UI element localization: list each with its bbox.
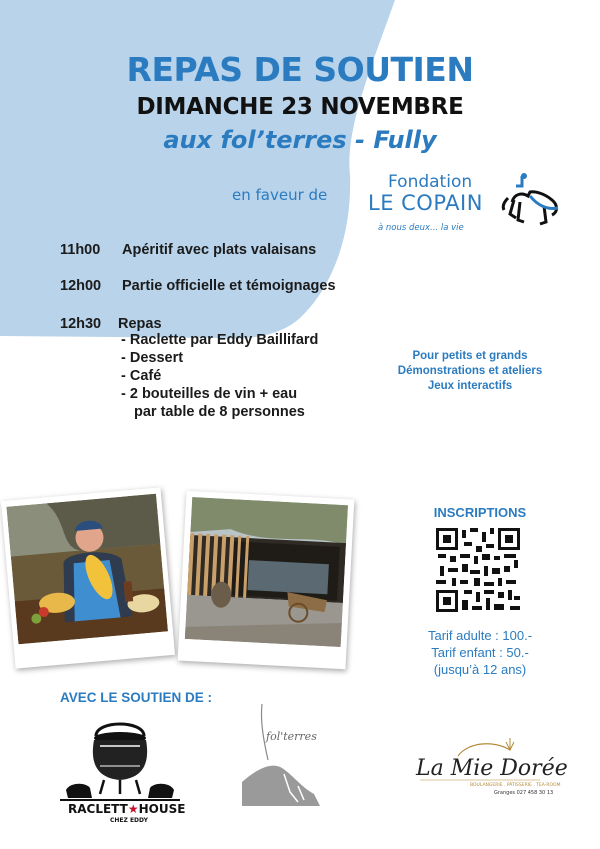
event-title: REPAS DE SOUTIEN <box>126 50 474 89</box>
mie-doree-wordmark: La Mie Dorée <box>416 756 568 781</box>
program-time: 12h30 <box>60 316 102 332</box>
program-time: 11h00 <box>60 242 101 258</box>
program-activity: Partie officielle et témoignages <box>122 278 336 294</box>
raclette-logo-word1: RACLETT <box>68 802 128 816</box>
activity-line: Jeux interactifs <box>427 380 513 392</box>
event-date: DIMANCHE 23 NOVEMBRE <box>136 94 464 120</box>
activity-line: Démonstrations et ateliers <box>397 365 543 377</box>
age-note: (jusqu’à 12 ans) <box>433 662 527 677</box>
foundation-name-line1: Fondation <box>388 172 473 192</box>
folterres-building-photo <box>178 491 355 670</box>
foundation-tagline: à nous deux... la vie <box>378 223 464 233</box>
mie-doree-subtitle: BOULANGERIE . PÂTISSERIE . TEA-ROOM <box>470 783 561 788</box>
la-mie-doree-logo <box>410 738 568 808</box>
activity-line: Pour petits et grands <box>412 350 528 362</box>
raclette-chef-photo <box>1 487 175 668</box>
raclette-logo-word2: HOUSE <box>138 802 186 816</box>
folterres-logo <box>238 702 338 812</box>
program-activity: Apéritif avec plats valaisans <box>122 242 317 258</box>
star-icon: ★ <box>127 802 139 816</box>
raclette-logo-sub: CHEZ EDDY <box>110 817 148 824</box>
program-time: 12h00 <box>60 278 102 294</box>
raclette-house-logo <box>60 722 186 830</box>
registration-qr-code[interactable] <box>434 526 522 614</box>
menu-item: - Dessert <box>121 350 184 366</box>
tarif-enfant: Tarif enfant : 50.- <box>431 645 529 660</box>
menu-item: - Raclette par Eddy Baillifard <box>121 332 319 348</box>
sponsors-title: AVEC LE SOUTIEN DE : <box>60 690 213 705</box>
program-activity: Repas <box>118 316 162 332</box>
inscriptions-title: INSCRIPTIONS <box>433 505 527 520</box>
menu-item: - 2 bouteilles de vin + eau <box>121 386 298 402</box>
foundation-dog-wheelchair-logo <box>500 172 562 236</box>
tarif-adulte: Tarif adulte : 100.- <box>427 628 533 643</box>
menu-item: par table de 8 personnes <box>134 404 305 420</box>
folterres-wordmark: fol'terres <box>266 730 317 743</box>
event-location: aux fol’terres - Fully <box>163 126 437 154</box>
foundation-name-line2: LE COPAIN <box>368 191 483 215</box>
menu-item: - Café <box>121 368 162 384</box>
beneficiary-intro: en faveur de <box>232 186 328 204</box>
mie-doree-address: Granges 027 458 30 13 <box>494 790 554 796</box>
